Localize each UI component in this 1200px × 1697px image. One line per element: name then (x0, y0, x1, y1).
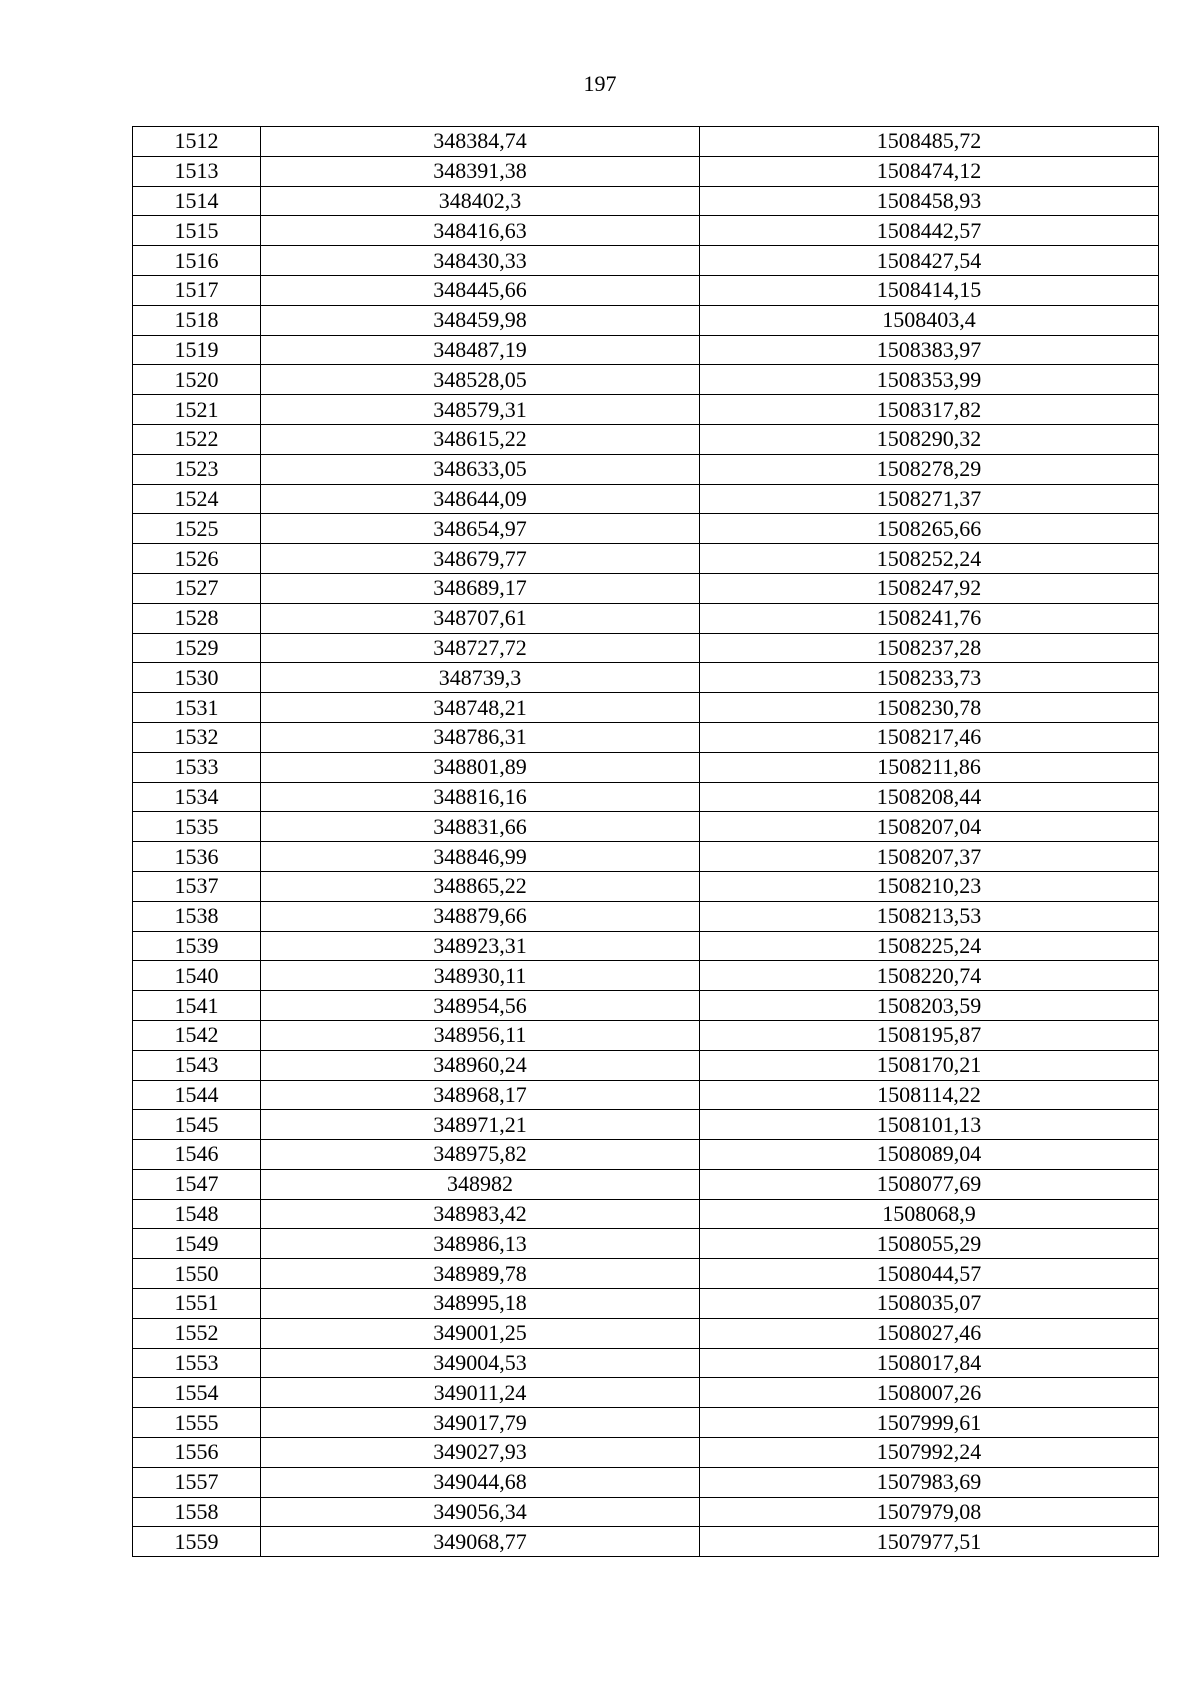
y-coordinate-cell: 1508230,78 (700, 693, 1159, 723)
table-row (133, 275, 1159, 305)
x-coordinate-cell: 348727,72 (261, 633, 700, 663)
x-coordinate-cell: 348879,66 (261, 901, 700, 931)
point-number-cell: 1515 (133, 216, 261, 246)
table-row (133, 1140, 1159, 1170)
point-number-cell: 1520 (133, 365, 261, 395)
table-row (133, 1378, 1159, 1408)
y-coordinate-cell: 1508233,73 (700, 663, 1159, 693)
table-row (133, 812, 1159, 842)
table-row (133, 1318, 1159, 1348)
table-row (133, 1050, 1159, 1080)
y-coordinate-cell: 1507983,69 (700, 1467, 1159, 1497)
y-coordinate-cell: 1508017,84 (700, 1348, 1159, 1378)
x-coordinate-cell: 349001,25 (261, 1318, 700, 1348)
table-row (133, 365, 1159, 395)
x-coordinate-cell: 348989,78 (261, 1259, 700, 1289)
x-coordinate-cell: 348644,09 (261, 484, 700, 514)
table-row (133, 1348, 1159, 1378)
table-row (133, 1527, 1159, 1557)
table-row (133, 1020, 1159, 1050)
point-number-cell: 1538 (133, 901, 261, 931)
point-number-cell: 1516 (133, 246, 261, 276)
y-coordinate-cell: 1508485,72 (700, 127, 1159, 157)
y-coordinate-cell: 1508427,54 (700, 246, 1159, 276)
point-number-cell: 1522 (133, 424, 261, 454)
x-coordinate-cell: 348739,3 (261, 663, 700, 693)
table-row (133, 1289, 1159, 1319)
x-coordinate-cell: 348960,24 (261, 1050, 700, 1080)
y-coordinate-cell: 1508442,57 (700, 216, 1159, 246)
point-number-cell: 1547 (133, 1169, 261, 1199)
table-row (133, 335, 1159, 365)
y-coordinate-cell: 1508213,53 (700, 901, 1159, 931)
x-coordinate-cell: 348995,18 (261, 1289, 700, 1319)
x-coordinate-cell: 348430,33 (261, 246, 700, 276)
point-number-cell: 1513 (133, 156, 261, 186)
y-coordinate-cell: 1508317,82 (700, 395, 1159, 425)
x-coordinate-cell: 348615,22 (261, 424, 700, 454)
x-coordinate-cell: 348459,98 (261, 305, 700, 335)
point-number-cell: 1527 (133, 573, 261, 603)
x-coordinate-cell: 348801,89 (261, 752, 700, 782)
table-row (133, 1438, 1159, 1468)
point-number-cell: 1532 (133, 722, 261, 752)
point-number-cell: 1514 (133, 186, 261, 216)
point-number-cell: 1529 (133, 633, 261, 663)
point-number-cell: 1556 (133, 1438, 261, 1468)
y-coordinate-cell: 1508195,87 (700, 1020, 1159, 1050)
point-number-cell: 1551 (133, 1289, 261, 1319)
y-coordinate-cell: 1508290,32 (700, 424, 1159, 454)
point-number-cell: 1512 (133, 127, 261, 157)
y-coordinate-cell: 1508101,13 (700, 1110, 1159, 1140)
table-row (133, 1408, 1159, 1438)
y-coordinate-cell: 1508247,92 (700, 573, 1159, 603)
table-row (133, 484, 1159, 514)
y-coordinate-cell: 1507979,08 (700, 1497, 1159, 1527)
table-row (133, 961, 1159, 991)
table-row (133, 395, 1159, 425)
x-coordinate-cell: 348865,22 (261, 871, 700, 901)
table-row (133, 305, 1159, 335)
y-coordinate-cell: 1508068,9 (700, 1199, 1159, 1229)
x-coordinate-cell: 349017,79 (261, 1408, 700, 1438)
table-row (133, 1229, 1159, 1259)
x-coordinate-cell: 348748,21 (261, 693, 700, 723)
table-row (133, 1080, 1159, 1110)
point-number-cell: 1521 (133, 395, 261, 425)
y-coordinate-cell: 1508211,86 (700, 752, 1159, 782)
y-coordinate-cell: 1508035,07 (700, 1289, 1159, 1319)
table-body (133, 127, 1159, 1557)
y-coordinate-cell: 1508044,57 (700, 1259, 1159, 1289)
x-coordinate-cell: 349004,53 (261, 1348, 700, 1378)
y-coordinate-cell: 1508217,46 (700, 722, 1159, 752)
y-coordinate-cell: 1508055,29 (700, 1229, 1159, 1259)
point-number-cell: 1557 (133, 1467, 261, 1497)
y-coordinate-cell: 1508237,28 (700, 633, 1159, 663)
x-coordinate-cell: 348930,11 (261, 961, 700, 991)
point-number-cell: 1525 (133, 514, 261, 544)
point-number-cell: 1537 (133, 871, 261, 901)
point-number-cell: 1533 (133, 752, 261, 782)
y-coordinate-cell: 1508220,74 (700, 961, 1159, 991)
y-coordinate-cell: 1508203,59 (700, 991, 1159, 1021)
x-coordinate-cell: 348831,66 (261, 812, 700, 842)
x-coordinate-cell: 348986,13 (261, 1229, 700, 1259)
table-row (133, 1259, 1159, 1289)
x-coordinate-cell: 348786,31 (261, 722, 700, 752)
x-coordinate-cell: 348416,63 (261, 216, 700, 246)
point-number-cell: 1523 (133, 454, 261, 484)
table-row (133, 1467, 1159, 1497)
x-coordinate-cell: 348971,21 (261, 1110, 700, 1140)
table-row (133, 842, 1159, 872)
table-row (133, 871, 1159, 901)
point-number-cell: 1555 (133, 1408, 261, 1438)
point-number-cell: 1519 (133, 335, 261, 365)
x-coordinate-cell: 348402,3 (261, 186, 700, 216)
x-coordinate-cell: 348654,97 (261, 514, 700, 544)
table-row (133, 633, 1159, 663)
point-number-cell: 1546 (133, 1140, 261, 1170)
x-coordinate-cell: 349056,34 (261, 1497, 700, 1527)
y-coordinate-cell: 1508414,15 (700, 275, 1159, 305)
x-coordinate-cell: 348816,16 (261, 782, 700, 812)
x-coordinate-cell: 348983,42 (261, 1199, 700, 1229)
y-coordinate-cell: 1508252,24 (700, 544, 1159, 574)
table-row (133, 782, 1159, 812)
y-coordinate-cell: 1508278,29 (700, 454, 1159, 484)
table-row (133, 693, 1159, 723)
point-number-cell: 1545 (133, 1110, 261, 1140)
x-coordinate-cell: 348528,05 (261, 365, 700, 395)
point-number-cell: 1558 (133, 1497, 261, 1527)
y-coordinate-cell: 1508241,76 (700, 603, 1159, 633)
y-coordinate-cell: 1508208,44 (700, 782, 1159, 812)
y-coordinate-cell: 1508114,22 (700, 1080, 1159, 1110)
y-coordinate-cell: 1508403,4 (700, 305, 1159, 335)
point-number-cell: 1530 (133, 663, 261, 693)
point-number-cell: 1517 (133, 275, 261, 305)
table-row (133, 514, 1159, 544)
point-number-cell: 1528 (133, 603, 261, 633)
table-row (133, 991, 1159, 1021)
table-row (133, 424, 1159, 454)
point-number-cell: 1544 (133, 1080, 261, 1110)
y-coordinate-cell: 1508225,24 (700, 931, 1159, 961)
x-coordinate-cell: 349068,77 (261, 1527, 700, 1557)
point-number-cell: 1548 (133, 1199, 261, 1229)
y-coordinate-cell: 1508271,37 (700, 484, 1159, 514)
y-coordinate-cell: 1508353,99 (700, 365, 1159, 395)
table-row (133, 454, 1159, 484)
table-row (133, 931, 1159, 961)
y-coordinate-cell: 1508474,12 (700, 156, 1159, 186)
x-coordinate-cell: 348391,38 (261, 156, 700, 186)
point-number-cell: 1536 (133, 842, 261, 872)
y-coordinate-cell: 1508207,37 (700, 842, 1159, 872)
y-coordinate-cell: 1508265,66 (700, 514, 1159, 544)
x-coordinate-cell: 348707,61 (261, 603, 700, 633)
x-coordinate-cell: 348633,05 (261, 454, 700, 484)
point-number-cell: 1518 (133, 305, 261, 335)
coordinates-table (132, 126, 1159, 1557)
x-coordinate-cell: 348982 (261, 1169, 700, 1199)
page-number: 197 (583, 71, 617, 96)
table-row (133, 156, 1159, 186)
point-number-cell: 1550 (133, 1259, 261, 1289)
x-coordinate-cell: 348689,17 (261, 573, 700, 603)
table-row (133, 663, 1159, 693)
x-coordinate-cell: 348968,17 (261, 1080, 700, 1110)
x-coordinate-cell: 349011,24 (261, 1378, 700, 1408)
table-row (133, 186, 1159, 216)
point-number-cell: 1553 (133, 1348, 261, 1378)
y-coordinate-cell: 1508383,97 (700, 335, 1159, 365)
x-coordinate-cell: 348679,77 (261, 544, 700, 574)
point-number-cell: 1535 (133, 812, 261, 842)
point-number-cell: 1524 (133, 484, 261, 514)
x-coordinate-cell: 348487,19 (261, 335, 700, 365)
y-coordinate-cell: 1508027,46 (700, 1318, 1159, 1348)
y-coordinate-cell: 1508077,69 (700, 1169, 1159, 1199)
point-number-cell: 1542 (133, 1020, 261, 1050)
point-number-cell: 1554 (133, 1378, 261, 1408)
table-row (133, 544, 1159, 574)
y-coordinate-cell: 1508210,23 (700, 871, 1159, 901)
point-number-cell: 1531 (133, 693, 261, 723)
y-coordinate-cell: 1508007,26 (700, 1378, 1159, 1408)
table-row (133, 127, 1159, 157)
y-coordinate-cell: 1508170,21 (700, 1050, 1159, 1080)
table-row (133, 216, 1159, 246)
point-number-cell: 1549 (133, 1229, 261, 1259)
y-coordinate-cell: 1508089,04 (700, 1140, 1159, 1170)
y-coordinate-cell: 1507992,24 (700, 1438, 1159, 1468)
x-coordinate-cell: 348923,31 (261, 931, 700, 961)
table-row (133, 1110, 1159, 1140)
point-number-cell: 1526 (133, 544, 261, 574)
table-row (133, 1199, 1159, 1229)
y-coordinate-cell: 1508458,93 (700, 186, 1159, 216)
table-row (133, 573, 1159, 603)
x-coordinate-cell: 349027,93 (261, 1438, 700, 1468)
y-coordinate-cell: 1508207,04 (700, 812, 1159, 842)
table-row (133, 722, 1159, 752)
x-coordinate-cell: 348975,82 (261, 1140, 700, 1170)
x-coordinate-cell: 349044,68 (261, 1467, 700, 1497)
point-number-cell: 1540 (133, 961, 261, 991)
table-row (133, 1169, 1159, 1199)
y-coordinate-cell: 1507999,61 (700, 1408, 1159, 1438)
point-number-cell: 1543 (133, 1050, 261, 1080)
point-number-cell: 1559 (133, 1527, 261, 1557)
table-row (133, 246, 1159, 276)
x-coordinate-cell: 348445,66 (261, 275, 700, 305)
point-number-cell: 1541 (133, 991, 261, 1021)
table-row (133, 901, 1159, 931)
table-row (133, 1497, 1159, 1527)
x-coordinate-cell: 348954,56 (261, 991, 700, 1021)
table-row (133, 752, 1159, 782)
point-number-cell: 1539 (133, 931, 261, 961)
point-number-cell: 1534 (133, 782, 261, 812)
table-row (133, 603, 1159, 633)
x-coordinate-cell: 348956,11 (261, 1020, 700, 1050)
point-number-cell: 1552 (133, 1318, 261, 1348)
y-coordinate-cell: 1507977,51 (700, 1527, 1159, 1557)
x-coordinate-cell: 348579,31 (261, 395, 700, 425)
x-coordinate-cell: 348846,99 (261, 842, 700, 872)
x-coordinate-cell: 348384,74 (261, 127, 700, 157)
